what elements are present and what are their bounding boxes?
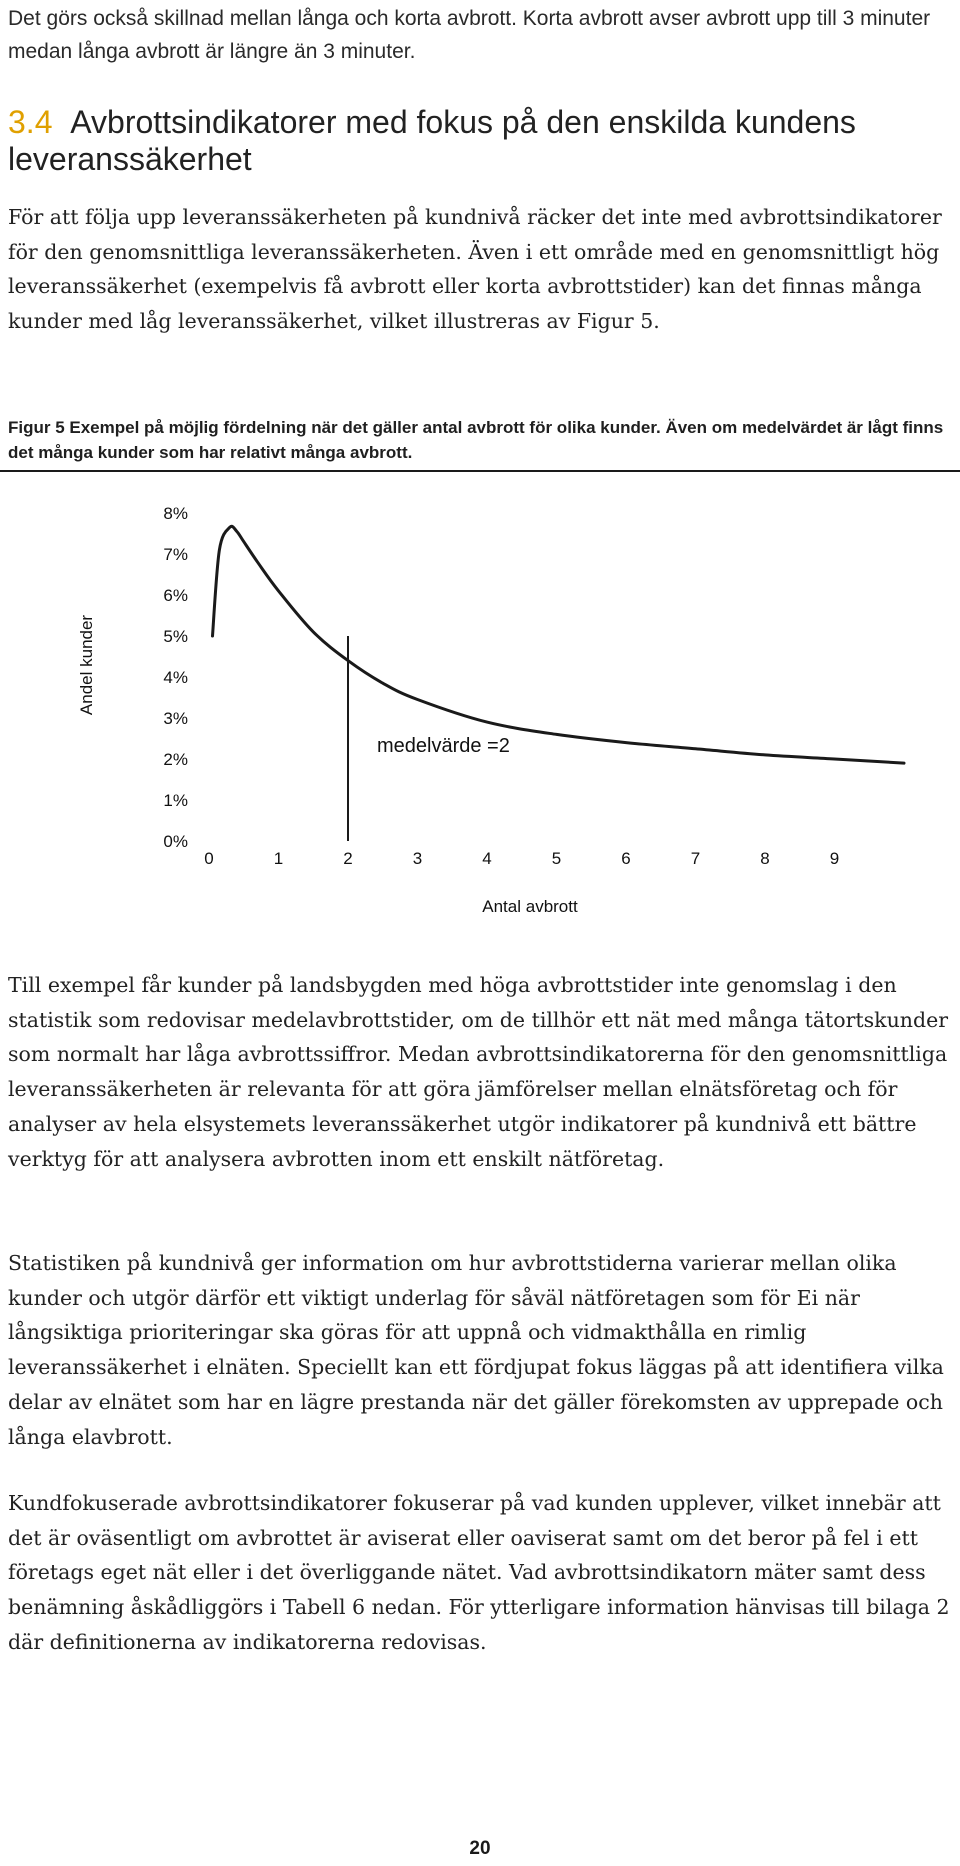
y-tick-label: 6% (163, 586, 188, 605)
x-tick-label: 7 (690, 849, 701, 868)
body-paragraph-4: Kundfokuserade avbrottsindikatorer fokuserar på vad kunden upplever, vilket innebär att det är oväsentligt om avbrottet är aviserat eller oaviserat samt om det beror på fel i ett företags eget nät eller i det överliggande nätet. Vad avbrottsindikatorn mäter samt dess benämning åskådliggörs i Tabell 6 nedan. För ytterligare information hänvisas till bilaga 2 där definitionerna av indikatorerna redovisas. (8, 1491, 950, 1654)
body-paragraph-3: Statistiken på kundnivå ger information om hur avbrottstiderna varierar mellan olika kunder och utgör därför ett viktigt underlag för såväl nätföretagen som för Ei när långsiktiga prioriteringar ska göras för att uppnå och vidmakthålla en rimlig leveranssäkerhet i elnäten. Speciellt kan ett fördjupat fokus läggas på att identifiera vilka delar av elnätet som har en lägre prestanda när det gäller förekomsten av upprepade och långa elavbrott. (8, 1251, 944, 1449)
distribution-chart (0, 490, 960, 930)
intro-text: Det görs också skillnad mellan långa och korta avbrott. Korta avbrott avser avbrott upp till 3 minuter medan långa avbrott är längre än 3 minuter. (8, 7, 931, 63)
y-tick-label: 1% (163, 791, 188, 810)
section-number: 3.4 (8, 104, 53, 140)
y-tick-label: 5% (163, 627, 188, 646)
mean-label: medelvärde =2 (377, 735, 510, 757)
caption-divider (0, 470, 960, 472)
body-paragraph-1: För att följa upp leveranssäkerheten på kundnivå räcker det inte med avbrottsindikatorer för den genomsnittliga leveranssäkerheten. Även i ett område med en genomsnittligt hög leveranssäkerhet (exempelvis få avbrott eller korta avbrottstider) kan det finnas många kunder med låg leveranssäkerhet, vilket illustreras av Figur 5. (8, 205, 942, 334)
x-axis-ticks (204, 849, 839, 868)
x-tick-label: 5 (551, 849, 562, 868)
x-tick-label: 3 (412, 849, 423, 868)
x-tick-label: 9 (829, 849, 840, 868)
section-title: Avbrottsindikatorer med fokus på den enskilda kundens leveranssäkerhet (8, 104, 856, 177)
series-line (213, 526, 905, 763)
y-axis-ticks (163, 504, 188, 851)
y-tick-label: 2% (163, 750, 188, 769)
x-tick-label: 6 (621, 849, 631, 868)
x-tick-label: 4 (482, 849, 492, 868)
y-tick-label: 4% (163, 668, 188, 687)
x-tick-label: 0 (204, 849, 214, 868)
y-tick-label: 8% (163, 504, 188, 523)
y-tick-label: 0% (163, 832, 188, 851)
x-tick-label: 2 (343, 849, 353, 868)
y-axis-label: Andel kunder (77, 614, 96, 716)
x-tick-label: 8 (760, 849, 770, 868)
x-axis-label: Antal avbrott (482, 897, 578, 916)
y-tick-label: 3% (163, 709, 188, 728)
figure-caption: Figur 5 Exempel på möjlig fördelning när det gäller antal avbrott för olika kunder. Även om medelvärdet är lågt finns det många kunder som har relativt många avbrott. (8, 418, 944, 462)
page-number: 20 (469, 1838, 491, 1859)
section-heading (8, 104, 953, 178)
y-tick-label: 7% (163, 545, 188, 564)
body-paragraph-2: Till exempel får kunder på landsbygden med höga avbrottstider inte genomslag i den statistik som redovisar medelavbrottstider, om de tillhör ett nät med många tätortskunder som normalt har låga avbrottssiffror. Medan avbrottsindikatorerna för den genomsnittliga leveranssäkerheten är relevanta för att göra jämförelser mellan elnätsföretag och för analyser av hela elsystemets leveranssäkerhet utgör indikatorer på kundnivå ett bättre verktyg för att analysera avbrotten inom ett enskilt nätföretag. (8, 973, 949, 1171)
x-tick-label: 1 (273, 849, 284, 868)
